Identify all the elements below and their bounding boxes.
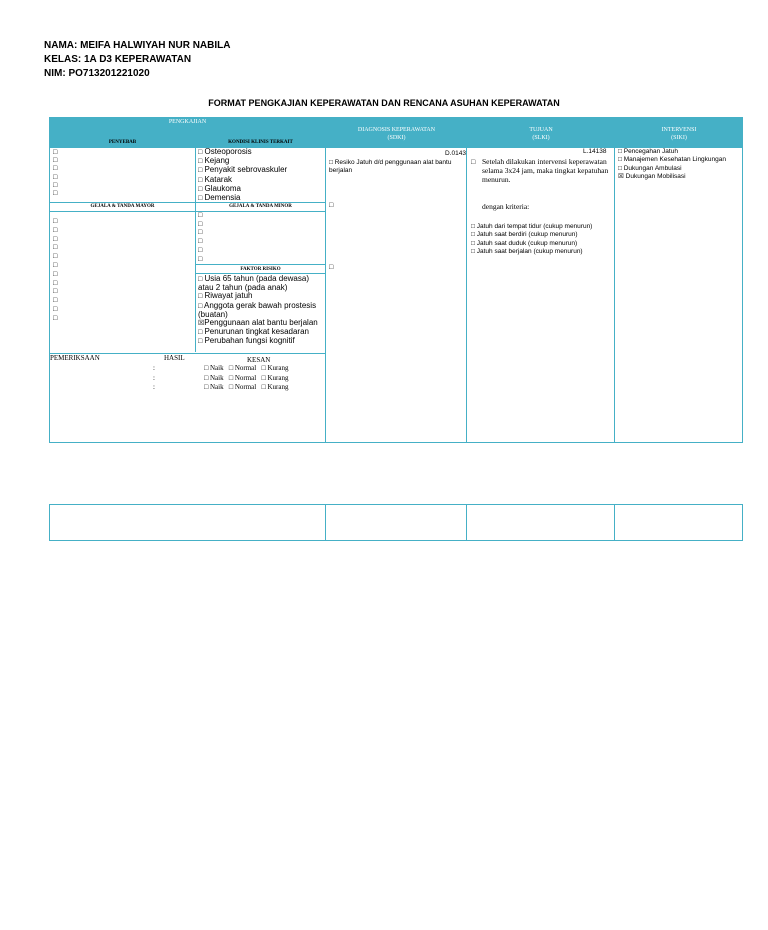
student-class: KELAS: 1A D3 KEPERAWATAN [44, 54, 192, 65]
tujuan-checkbox[interactable]: □ [471, 159, 476, 166]
kriteria-label: dengan kriteria: [482, 202, 530, 211]
tujuan-code: L.14138 [583, 148, 607, 155]
empty-continuation-table [49, 504, 743, 541]
kesan-options[interactable]: □ Naik □ Normal □ Kurang □ Naik □ Normal □ Kurang □ Naik □ Normal □ Kurang [204, 364, 289, 391]
list-item[interactable]: □ Jatuh saat duduk (cukup menurun) [471, 239, 578, 247]
diagnosis-extra-checkbox[interactable]: □ [329, 202, 334, 209]
list-item[interactable]: □ Glaukoma [198, 183, 241, 193]
pemeriksaan-label: PEMERIKSAAN [50, 354, 100, 362]
list-item[interactable]: ☒Penggunaan alat bantu berjalan [198, 318, 318, 328]
list-item[interactable]: □ Jatuh dari tempat tidur (cukup menurun) [471, 223, 593, 230]
col-header-intervensi: INTERVENSI (SIKI) [661, 127, 697, 141]
intervensi-list [618, 148, 742, 181]
list-item[interactable]: □ Riwayat jatuh [198, 291, 253, 301]
diagnosis-text[interactable]: □ Resiko Jatuh d/d penggunaan alat bantu berjalan [329, 159, 452, 175]
list-item[interactable]: □ Jatuh saat berjalan (cukup menurun) [471, 247, 583, 255]
student-nim: NIM: PO713201221020 [44, 68, 150, 79]
list-item[interactable]: □ Anggota gerak bawah prostesis (buatan) [198, 300, 317, 319]
list-item[interactable]: □ Pencegahan Jatuh [618, 148, 678, 155]
subheader-kondisi: KONDISI KLINIS TERKAIT [228, 140, 293, 145]
list-item[interactable]: □ Manajemen Kesehatan Lingkungan [618, 156, 727, 164]
tujuan-text: Setelah dilakukan intervensi keperawatan selama 3x24 jam, maka tingkat kepatuhan menurun. [482, 157, 609, 184]
list-item[interactable]: □ Kejang [198, 156, 230, 166]
diagnosis-code: D.0143 [445, 150, 466, 157]
list-item[interactable]: □ Dukungan Ambulasi [618, 164, 682, 172]
list-item[interactable]: □ Osteoporosis [198, 147, 252, 156]
col-header-pengkajian: PENGKAJIAN [168, 119, 207, 125]
list-item[interactable]: □ Penurunan tingkat kesadaran [198, 327, 309, 337]
list-item[interactable]: □ Demensia [198, 193, 241, 203]
list-item[interactable]: □ Katarak [198, 174, 233, 184]
kondisi-klinis-list [198, 148, 287, 203]
diagnosis-extra-checkbox[interactable]: □ [329, 264, 334, 271]
list-item[interactable]: □ Penyakit sebrovaskuler [198, 165, 288, 175]
hasil-label: HASIL [164, 354, 185, 362]
list-item[interactable]: □ Perubahan fungsi kognitif [198, 336, 295, 346]
col-header-tujuan: TUJUAN (SLKI) [529, 127, 553, 141]
gejala-mayor-checkbox-list[interactable]: □ □ □ □ □ □ □ □ □ □ □ □ [53, 218, 58, 322]
subheader-gejala-minor: GEJALA & TANDA MINOR [229, 204, 292, 209]
col-header-diagnosis: DIAGNOSIS KEPERAWATAN (SDKI) [357, 127, 436, 141]
subheader-penyebab: PENYEBAB [108, 140, 137, 145]
kriteria-list [471, 223, 613, 256]
list-item[interactable]: ☒ Dukungan Mobilisasi [618, 172, 686, 180]
assessment-table [49, 117, 743, 443]
student-name: NAMA: MEIFA HALWIYAH NUR NABILA [44, 40, 231, 51]
list-item[interactable]: □ Usia 65 tahun (pada dewasa) atau 2 tahun (pada anak) [198, 274, 309, 293]
hasil-colons: : : : [153, 364, 155, 391]
gejala-minor-checkbox-list[interactable]: □ □ □ □ □ □ [198, 212, 203, 263]
faktor-risiko-list [198, 275, 324, 347]
penyebab-checkbox-list[interactable]: □ □ □ □ □ □ [53, 149, 58, 198]
subheader-faktor-risiko: FAKTOR RISIKO [240, 267, 281, 272]
document-title: FORMAT PENGKAJIAN KEPERAWATAN DAN RENCANA ASUHAN KEPERAWATAN [208, 98, 560, 108]
kesan-label: KESAN [247, 356, 271, 364]
subheader-gejala-mayor: GEJALA & TANDA MAYOR [90, 204, 155, 209]
list-item[interactable]: □ Jatuh saat berdiri (cukup menurun) [471, 231, 578, 239]
